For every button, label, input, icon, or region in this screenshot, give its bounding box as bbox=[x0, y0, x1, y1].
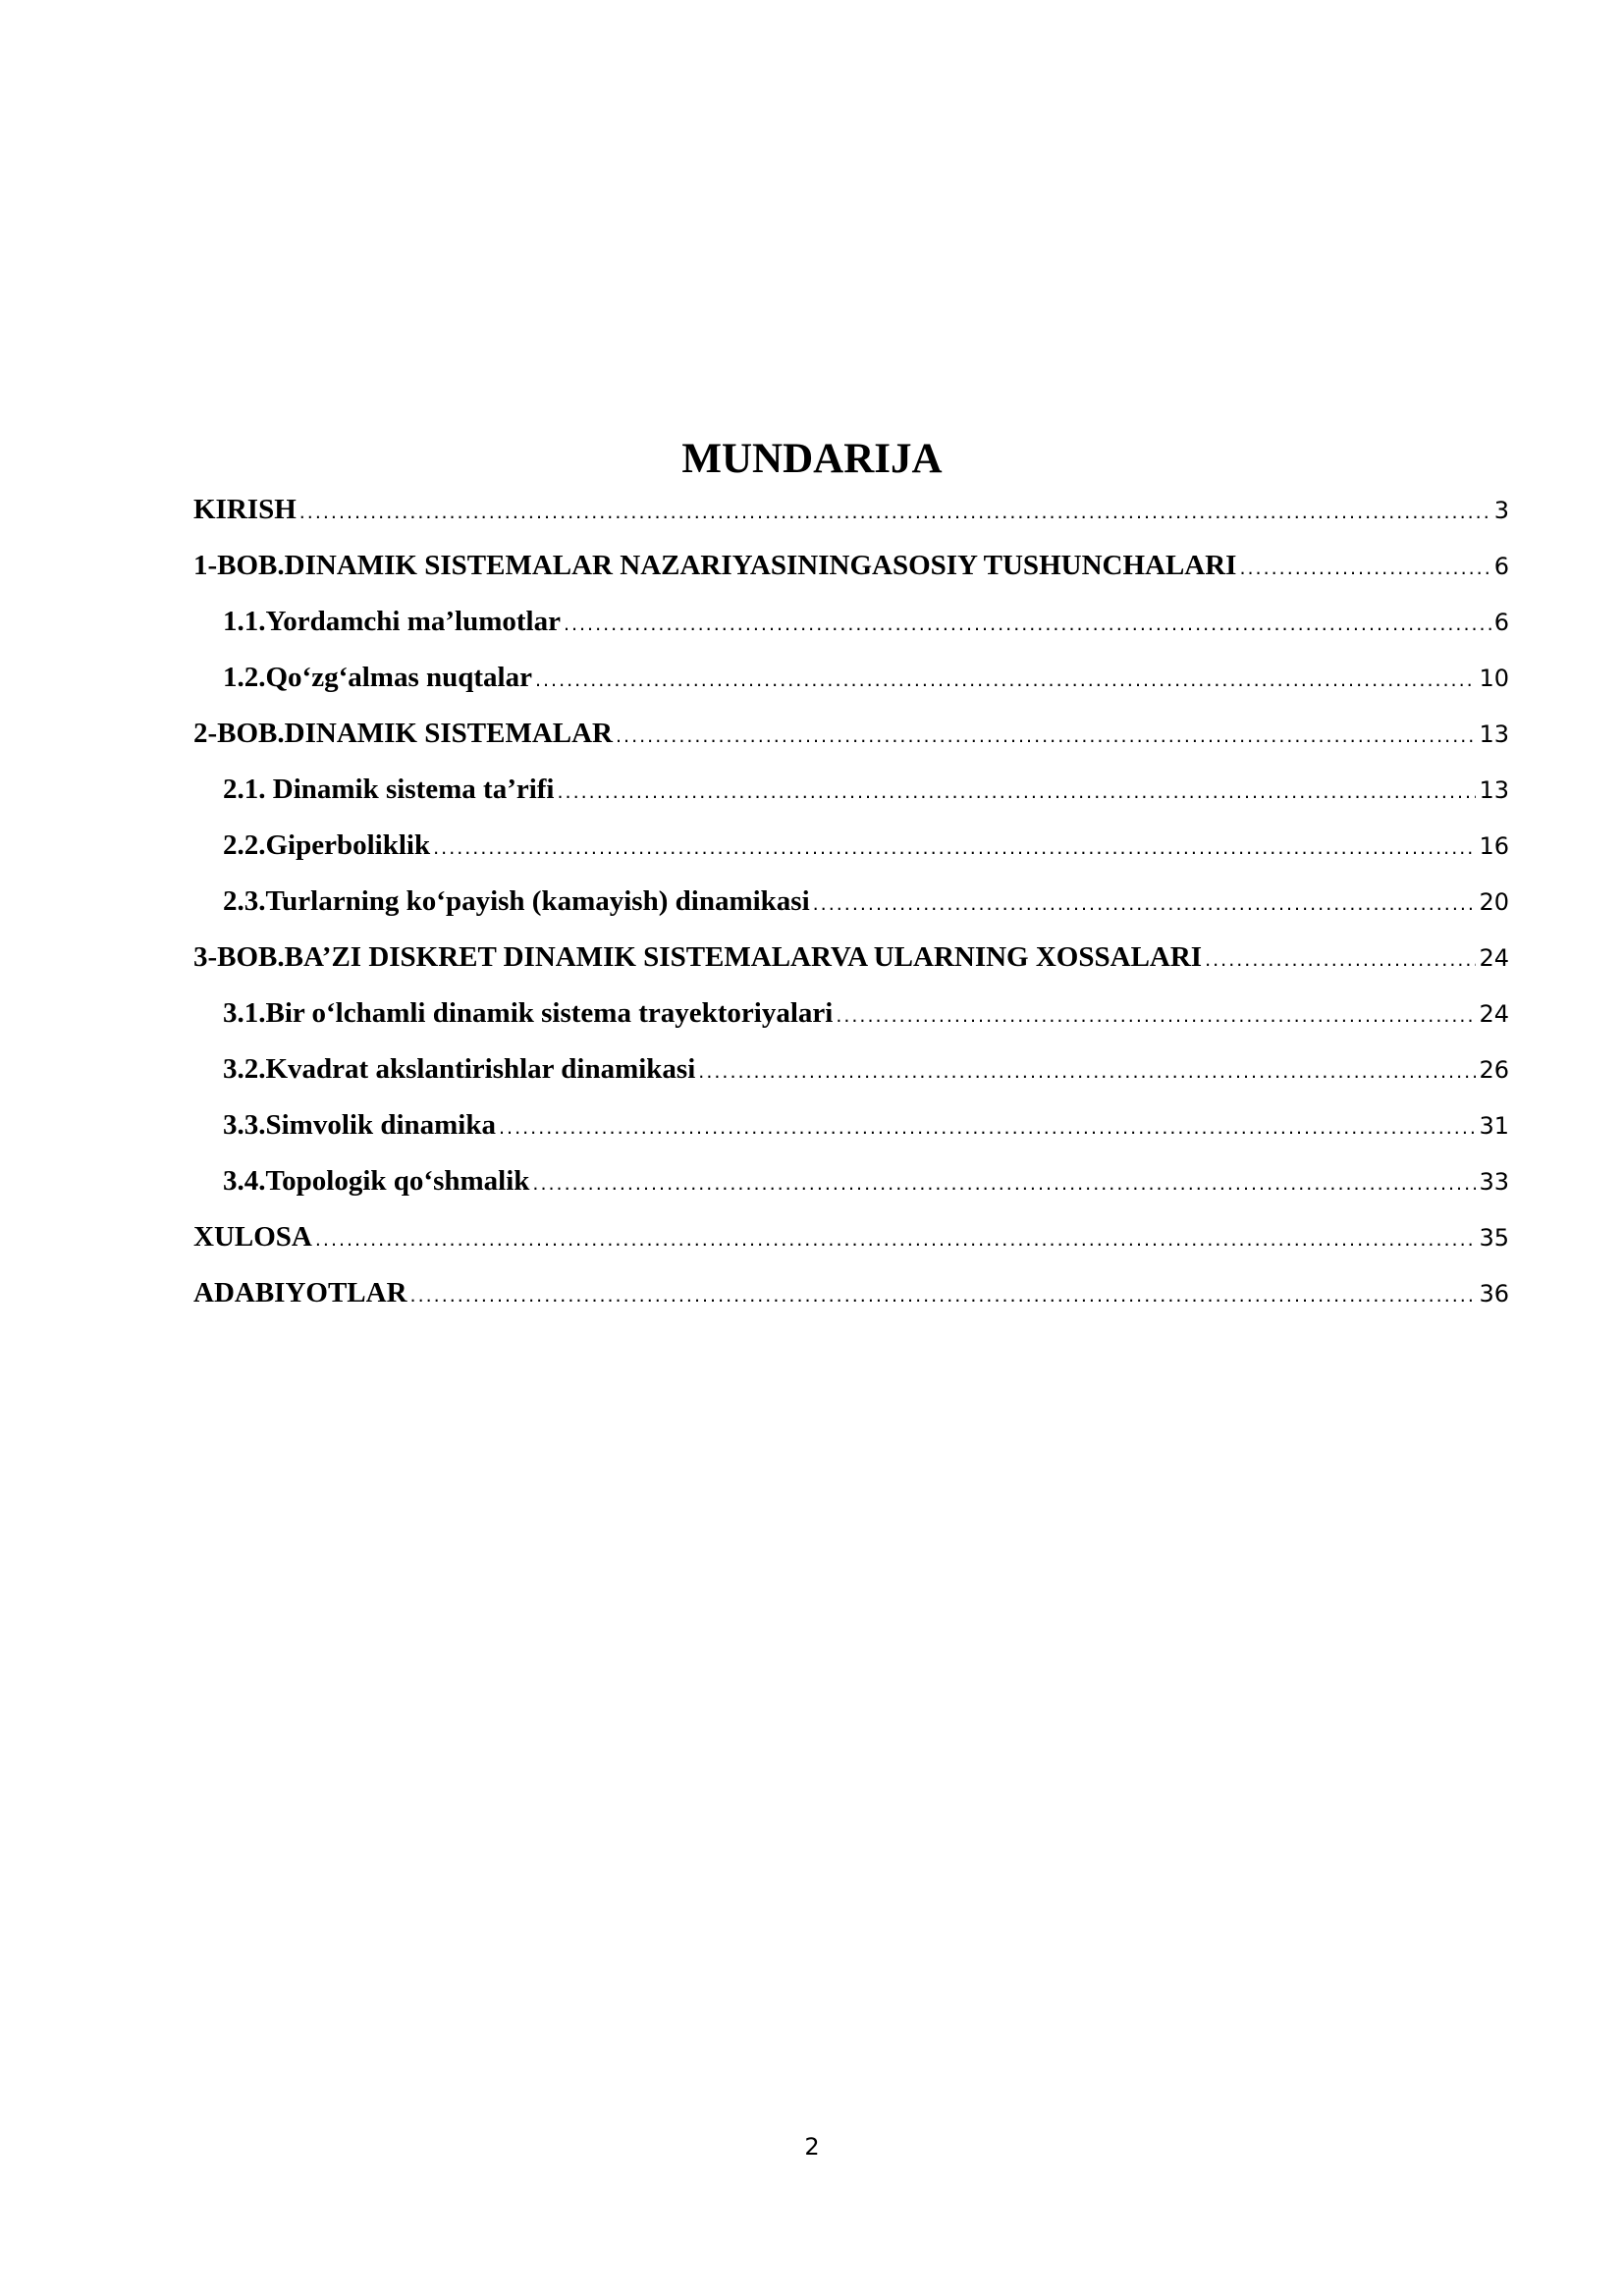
toc-entry[interactable] bbox=[193, 824, 1509, 880]
toc-entry-label: 1-BOB.DINAMIK SISTEMALAR NAZARIYASININGASOSIY TUSHUNCHALARI bbox=[193, 550, 1237, 581]
toc-entry[interactable] bbox=[193, 600, 1509, 656]
toc-dot-leader bbox=[535, 659, 1476, 702]
toc-dot-leader bbox=[433, 827, 1476, 870]
toc-entry-label: XULOSA bbox=[193, 1221, 312, 1253]
page-number: 2 bbox=[804, 2133, 820, 2161]
toc-entry-page: 36 bbox=[1479, 1280, 1509, 1308]
toc-entry-page: 33 bbox=[1479, 1168, 1509, 1196]
toc-entry-label: 1.1.Yordamchi ma’lumotlar bbox=[223, 606, 561, 637]
toc-entry-page: 24 bbox=[1479, 1000, 1509, 1028]
toc-entry-label: ADABIYOTLAR bbox=[193, 1277, 407, 1308]
toc-dot-leader bbox=[564, 603, 1491, 646]
toc-entry-label: 2-BOB.DINAMIK SISTEMALAR bbox=[193, 718, 613, 749]
toc-entry-page: 20 bbox=[1479, 888, 1509, 916]
toc-entry-label: KIRISH bbox=[193, 494, 297, 525]
table-of-contents bbox=[193, 488, 1509, 1327]
toc-entry-label: 3.1.Bir o‘lchamli dinamik sistema trayektoriyalari bbox=[223, 997, 834, 1029]
toc-entry-label: 1.2.Qo‘zg‘almas nuqtalar bbox=[223, 662, 532, 693]
toc-entry[interactable] bbox=[193, 880, 1509, 935]
toc-dot-leader bbox=[813, 882, 1477, 926]
toc-entry[interactable] bbox=[193, 1159, 1509, 1215]
toc-entry[interactable] bbox=[193, 1215, 1509, 1271]
toc-entry[interactable] bbox=[193, 656, 1509, 712]
toc-title: MUNDARIJA bbox=[681, 436, 943, 482]
toc-entry[interactable] bbox=[193, 768, 1509, 824]
toc-entry-label: 2.3.Turlarning ko‘payish (kamayish) dinamikasi bbox=[223, 885, 810, 917]
toc-dot-leader bbox=[499, 1106, 1476, 1149]
toc-entry-label: 3.2.Kvadrat akslantirishlar dinamikasi bbox=[223, 1053, 696, 1085]
toc-entry[interactable] bbox=[193, 488, 1509, 544]
toc-entry[interactable] bbox=[193, 544, 1509, 600]
toc-entry[interactable] bbox=[193, 1271, 1509, 1327]
toc-entry-page: 3 bbox=[1493, 497, 1509, 524]
toc-entry[interactable] bbox=[193, 1047, 1509, 1103]
toc-entry-page: 13 bbox=[1479, 721, 1509, 748]
toc-dot-leader bbox=[836, 994, 1476, 1038]
toc-entry-page: 6 bbox=[1493, 609, 1509, 636]
toc-entry-label: 3.3.Simvolik dinamika bbox=[223, 1109, 496, 1141]
toc-entry-label: 3.4.Topologik qo‘shmalik bbox=[223, 1165, 530, 1197]
toc-dot-leader bbox=[1239, 547, 1490, 590]
toc-dot-leader bbox=[616, 715, 1476, 758]
toc-dot-leader bbox=[698, 1050, 1476, 1094]
toc-entry-label: 3-BOB.BA’ZI DISKRET DINAMIK SISTEMALARVA ULARNING XOSSALARI bbox=[193, 941, 1203, 973]
toc-entry[interactable] bbox=[193, 1103, 1509, 1159]
toc-entry[interactable] bbox=[193, 991, 1509, 1047]
toc-entry-page: 35 bbox=[1479, 1224, 1509, 1252]
toc-entry-label: 2.1. Dinamik sistema ta’rifi bbox=[223, 774, 555, 805]
toc-dot-leader bbox=[532, 1162, 1476, 1205]
toc-dot-leader bbox=[299, 491, 1491, 534]
toc-entry-page: 31 bbox=[1479, 1112, 1509, 1140]
toc-entry[interactable] bbox=[193, 935, 1509, 991]
toc-dot-leader bbox=[558, 771, 1477, 814]
toc-dot-leader bbox=[410, 1274, 1477, 1317]
toc-dot-leader bbox=[1205, 938, 1476, 982]
toc-dot-leader bbox=[315, 1218, 1477, 1261]
toc-entry[interactable] bbox=[193, 712, 1509, 768]
toc-entry-page: 6 bbox=[1493, 553, 1509, 580]
toc-entry-page: 26 bbox=[1479, 1056, 1509, 1084]
toc-entry-page: 13 bbox=[1479, 776, 1509, 804]
toc-entry-page: 10 bbox=[1479, 665, 1509, 692]
toc-entry-page: 24 bbox=[1479, 944, 1509, 972]
toc-entry-page: 16 bbox=[1479, 832, 1509, 860]
toc-entry-label: 2.2.Giperboliklik bbox=[223, 829, 431, 861]
